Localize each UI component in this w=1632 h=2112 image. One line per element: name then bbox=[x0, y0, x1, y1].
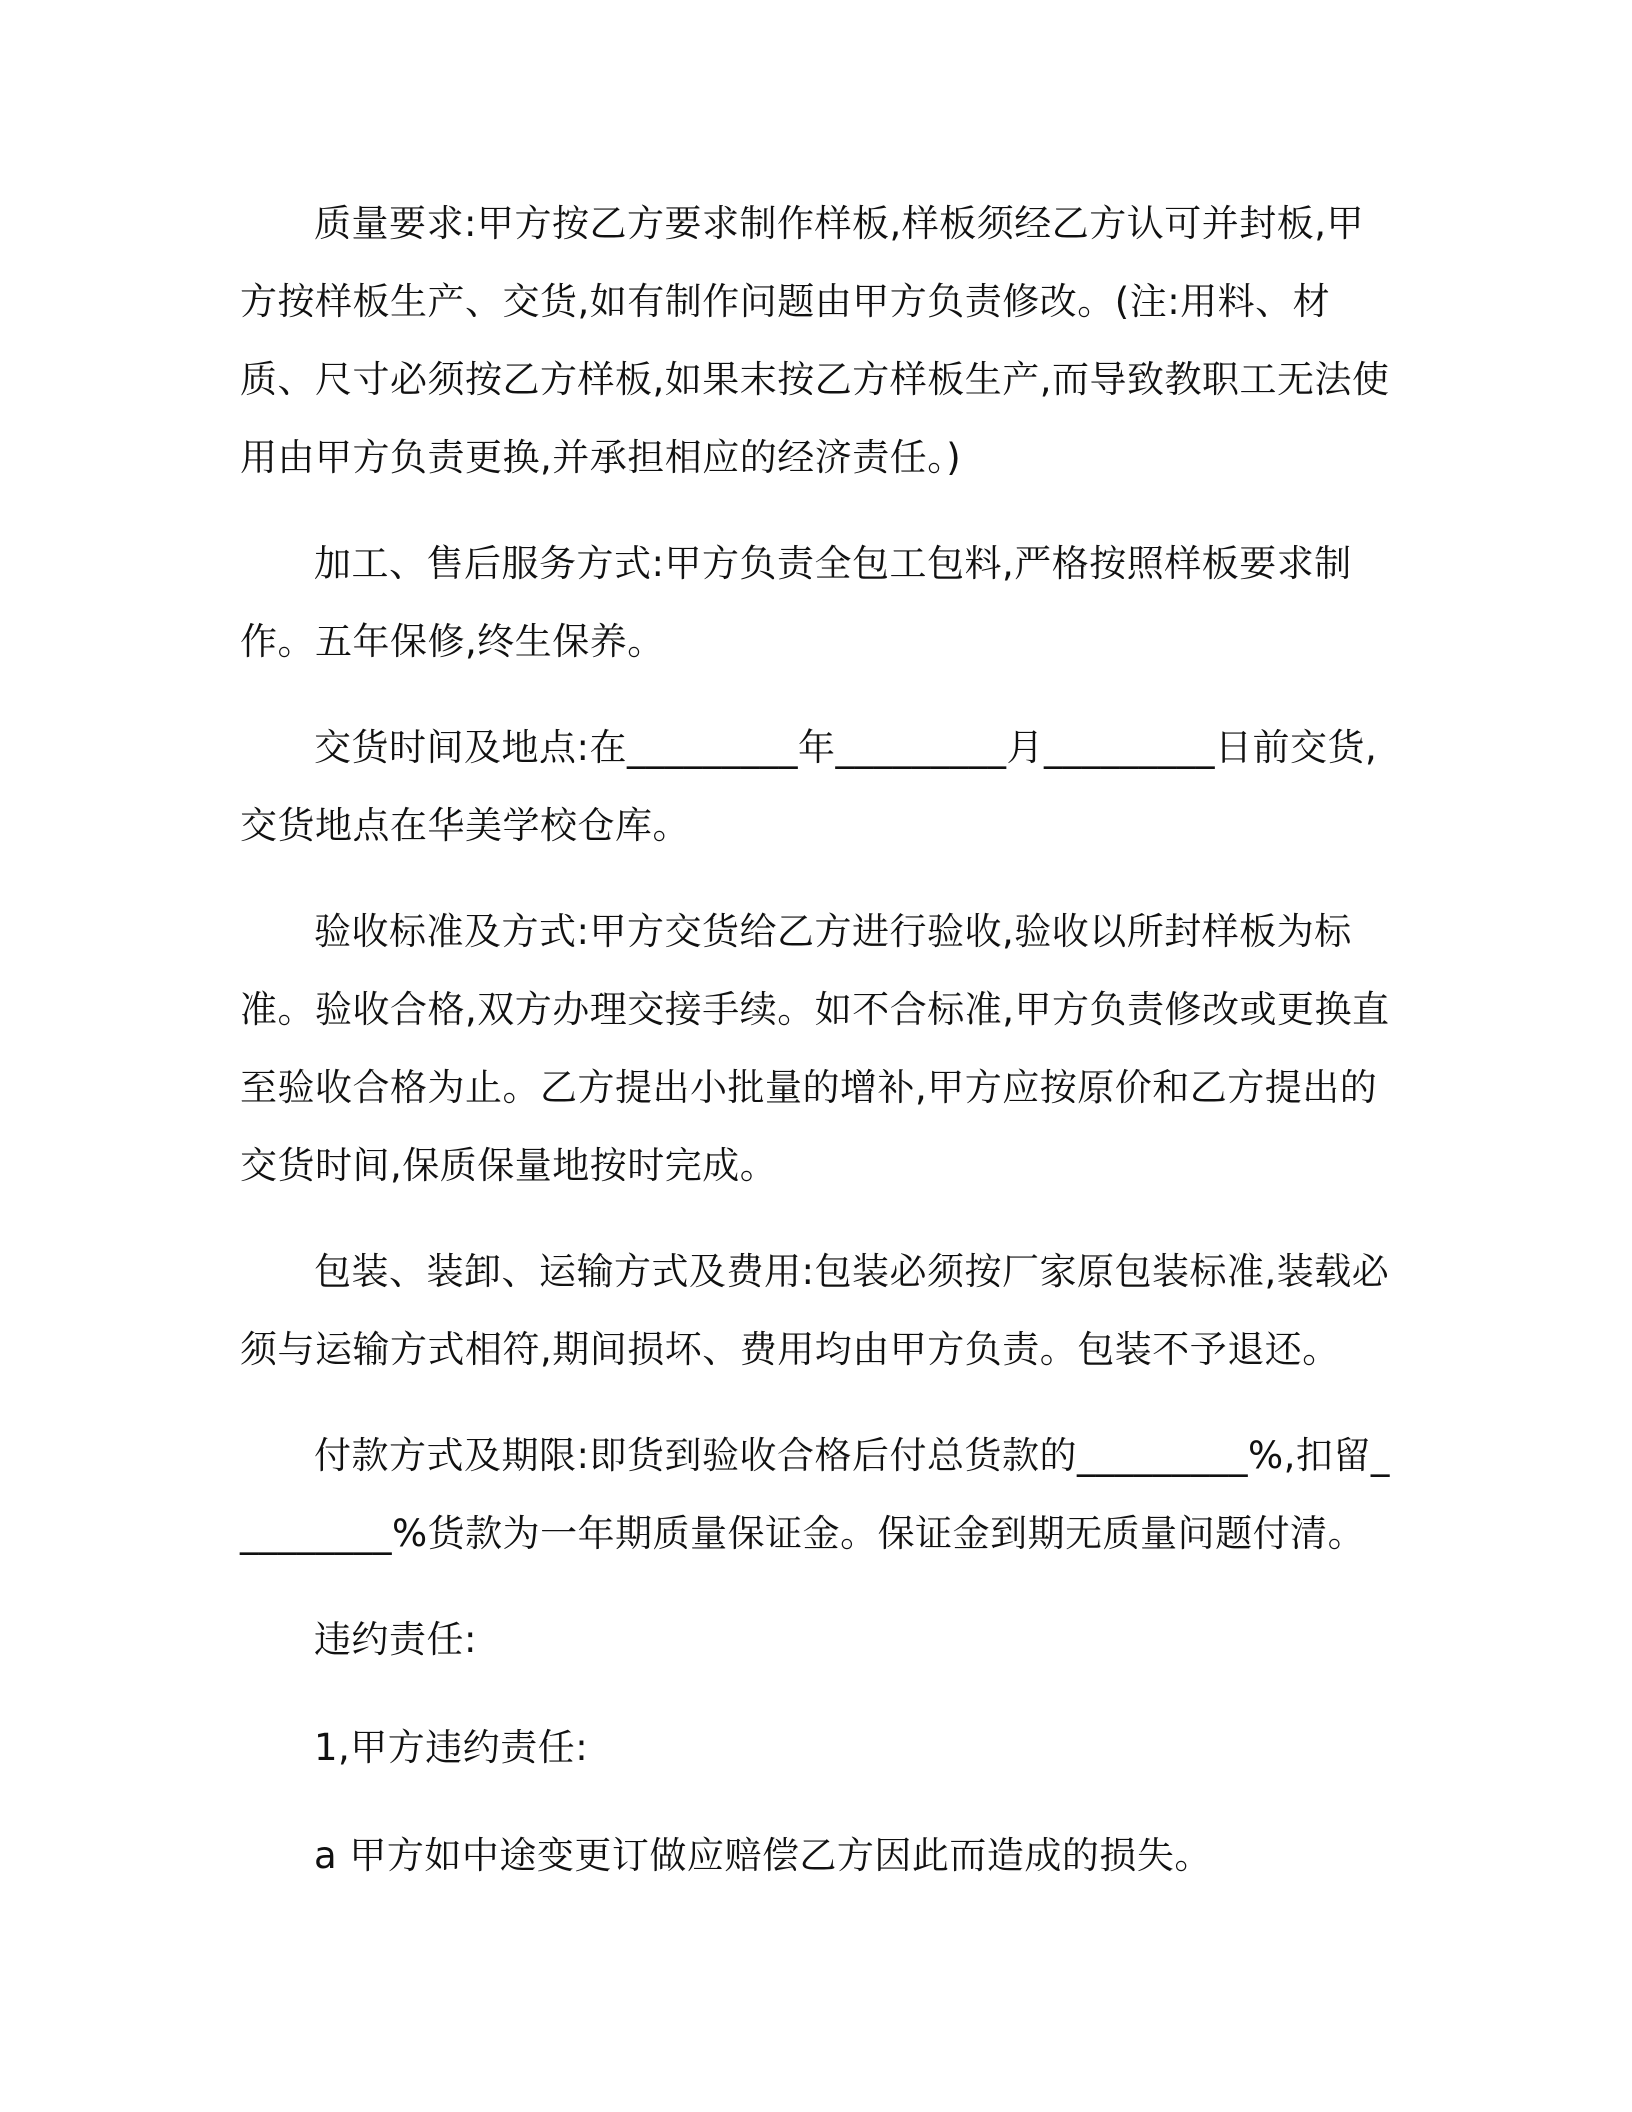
paragraph-after-sales-service: 加工、售后服务方式:甲方负责全包工包料,严格按照样板要求制作。五年保修,终生保养。 bbox=[240, 542, 1352, 663]
paragraph-breach-liability-heading: 违约责任: bbox=[314, 1618, 477, 1661]
paragraph-packaging-transport: 包装、装卸、运输方式及费用:包装必须按厂家原包装标准,装载必须与运输方式相符,期间损坏、费用均由甲方负责。包装不予退还。 bbox=[240, 1250, 1390, 1371]
paragraph-party-a-liability: 1,甲方违约责任: bbox=[314, 1726, 589, 1769]
paragraph-party-a-item-a: a 甲方如中途变更订做应赔偿乙方因此而造成的损失。 bbox=[314, 1834, 1212, 1877]
paragraph-acceptance-standard: 验收标准及方式:甲方交货给乙方进行验收,验收以所封样板为标准。验收合格,双方办理交接手续。如不合标准,甲方负责修改或更换直至验收合格为止。乙方提出小批量的增补,甲方应按原价和乙方提出的交货时间,保质保量地按时完成。 bbox=[240, 910, 1390, 1187]
paragraph-delivery-time-place: 交货时间及地点:在_________年_________月_________日前交货,交货地点在华美学校仓库。 bbox=[240, 726, 1378, 847]
paragraph-payment-terms: 付款方式及期限:即货到验收合格后付总货款的_________%,扣留_________%货款为一年期质量保证金。保证金到期无质量问题付清。 bbox=[240, 1434, 1390, 1555]
paragraph-quality-requirements: 质量要求:甲方按乙方要求制作样板,样板须经乙方认可并封板,甲方按样板生产、交货,如有制作问题由甲方负责修改。(注:用料、材质、尺寸必须按乙方样板,如果末按乙方样板生产,而导致教职工无法使用由甲方负责更换,并承担相应的经济责任。) bbox=[240, 202, 1390, 479]
document-page bbox=[240, 185, 1400, 1925]
